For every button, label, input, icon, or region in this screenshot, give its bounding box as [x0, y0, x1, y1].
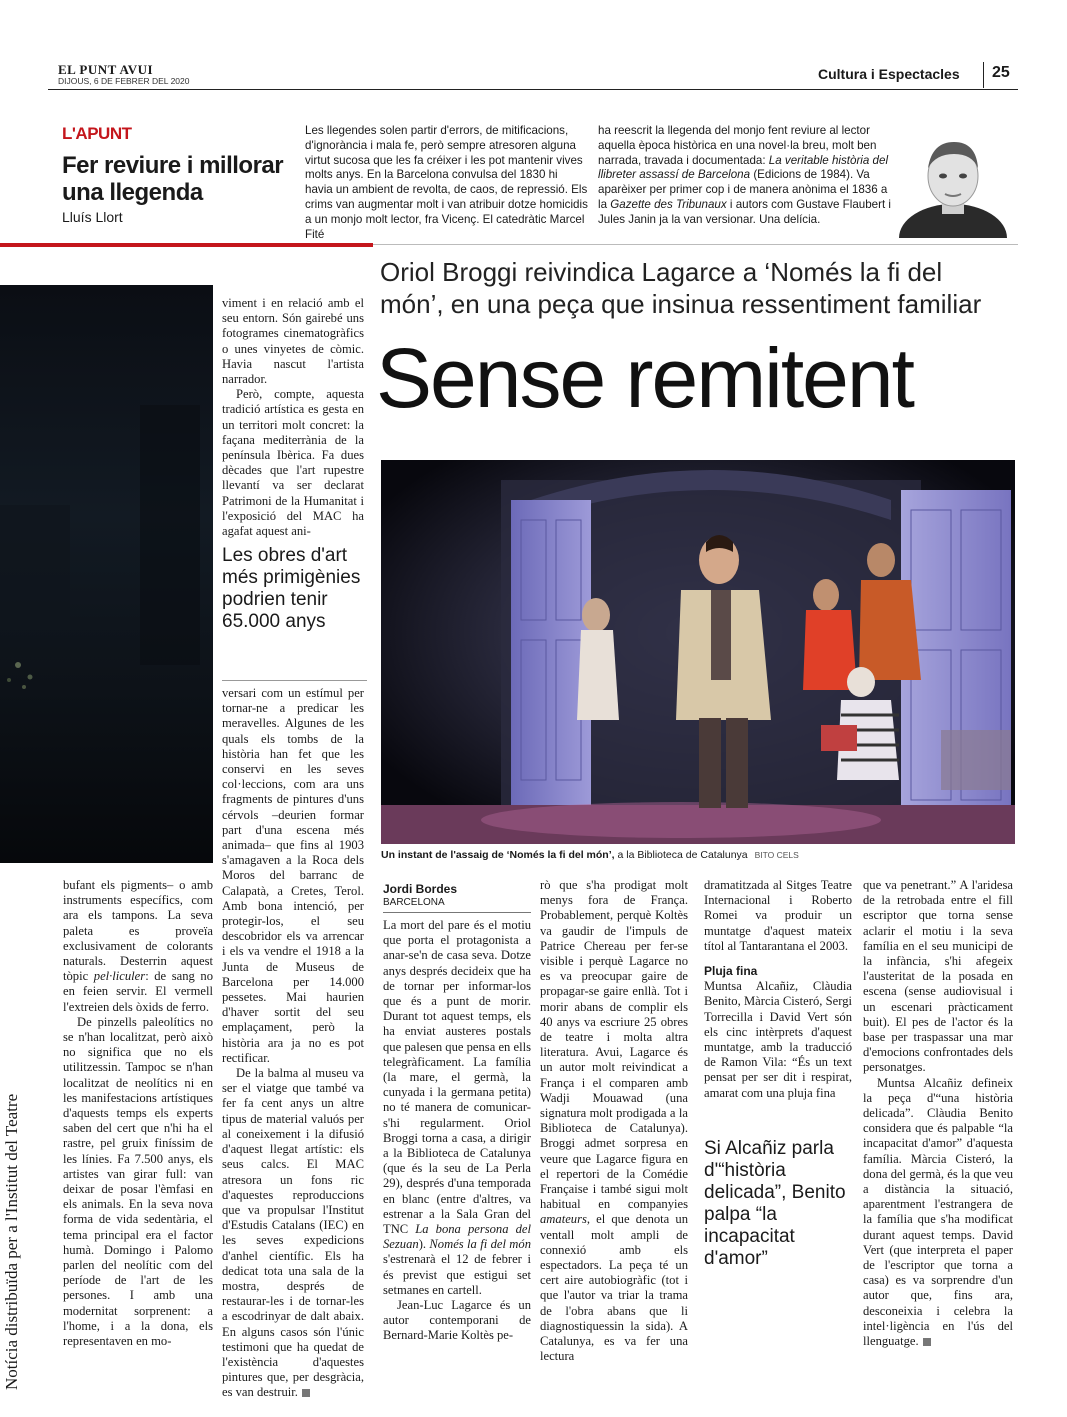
- main-pullquote: Si Alcañiz parla d'“història delicada”, Benito palpa “la incapacitat d'amor”: [704, 1138, 846, 1269]
- section-red-rule: [0, 243, 373, 247]
- section-divider: [983, 62, 984, 88]
- main-column-4: que va penetrant.” A l'aridesa de la retrobada entre el fill escriptor que torna sense aclarir el motiu i la seva família en el seu municipi de la infància, s'hi afegeix l'austeritat de la posada en escena (sense audiovisual i un escenari pràcticament buit). El pes de l'actor és la base per traspassar una mar d'emocions confrontades dels personatges. Muntsa Alcañiz defineix la peça d'“una història delicada”. Clàudia Benito considera que és palpable “la incapacitat d'amor” d'aquesta família. Màrcia Cisteró, la dona del germà, és la que veu a distància la situació, aparentment l'estrangera de la família que s'ha modificat durant aquest temps. David Vert (que interpreta el paper de l'escriptor que torna a casa) es va sorprendre d'un autor que, fins ara, desconeixia i celebra la intel·ligència en l'ús del llenguatge.: [863, 878, 1013, 1349]
- main-column-3: dramatitzada al Sitges Teatre Internacional i Roberto Romei va produir un muntatge d'aquest mateix títol al Tantarantana el 2003. Pluja fina Muntsa Alcañiz, Clàudia Benito, Màrcia Cisteró, Sergi Torrecilla i David Vert són els cinc intèrprets d'aquest muntatge, amb la traducció de Ramon Vila: “És un text pensat per ser dit i respirat, amarat com una pluja fina: [704, 878, 852, 1100]
- paper-name: EL PUNT AVUI: [58, 62, 154, 77]
- left-article-photo: [0, 285, 213, 863]
- author-portrait: [898, 128, 1008, 238]
- left-column-a-mid: versari com un estímul per tornar-ne a predicar les meravelles. Algunes de les quals els tombs de la història han fet que les conservi en les seves col·leccions, com ara uns fragments de pintures d'uns cérvols –deurien formar part d'una escena més animada– que fins al 1903 s'amagaven a la Roca dels Moros del barranc de Calapatà, a Cretes, Terol. Amb bona intenció, per protegir-los, el seu descobridor els va arrencar i els va vendre el 1918 a la Junta de Museus de Barcelona per 14.000 pessetes. Mai haurien d'haver sortit del seu emplaçament, però la història ara ja no es pot rectificar. De la balma al museu va ser el viatge que també va fer fa cent anys un altre tipus de material valuós per al coneixement i la difusió d'aquest llegat artístic: els seus calcs. El MAC atresora un fons ric d'aquestes reproduccions que va propulsar l'Institut d'Estudis Catalans (IEC) en les seves expedicions d'anhel científic. Els ha dedicat tota una sala de la mostra, després de restaurar-les i de tornar-les a escodrinyar de dalt abaix. En alguns casos són l'únic testimoni que ha quedat de l'existència d'aquestes pintures que, per desgràcia, es van destruir.: [222, 686, 364, 1400]
- subhead-pluja-fina: Pluja fina: [704, 964, 758, 979]
- left-column-b: bufant els pigments– o amb instruments específics, com ara els tampons. La seva paleta es proveïa exclusivament de colorants naturals. Desterrin aquest tòpic pel·liculer: de sang no en feien servir. El vermell l'extreien dels òxids de ferro. De pinzells paleolítics no se n'han localitzat, però això no significa que no els utilitzessin. Tampoc se n'han localitzat de neolítics ni en les manifestacions artístiques d'aquests temps els experts saben del cert que n'hi ha el rastre, pel gruix finíssim de les línies. Fa 7.500 anys, els artistes van girar full: van deixar de posar l'èmfasi en els animals. En la seva nova forma de vida sedentària, el tema principal era el factor humà. Domingo i Palomo parlen del neolític com del període de l'art de les persones. I amb una modernitat sorprenent: a l'home, i a la dona, els representaven en mo-: [63, 878, 213, 1349]
- issue-date: DIJOUS, 6 DE FEBRER DEL 2020: [58, 76, 190, 86]
- left-column-a-top: viment i en relació amb el seu entorn. Són gairebé uns fotogrames cinematogràfics o unes vinyetes de còmic. Havia nascut l'artista narrador. Però, compte, aquesta tradició artística es gesta en un territori molt concret: la façana mediterrània de la península Ibèrica. Fa dues dècades que l'art rupestre llevantí va ser declarat Patrimoni de la Humanitat i l'exposició del MAC ha agafat aquest ani-: [222, 296, 364, 539]
- apunt-title: Fer reviure i millorar una llegenda: [62, 152, 284, 206]
- main-column-2: rò que s'ha prodigat molt menys fora de França. Probablement, perquè Koltès va gaudir de l'impuls de Patrice Chereau per fer-se visible i perquè Lagarce no es va preocupar gaire de propagar-se gaire enllà. Tot i morir abans de complir els 40 anys va escriure 25 obres de teatre i molta altra literatura. Avui, Lagarce és un autor molt reivindicat a França i el comparen amb Wadji Mouawad (una signatura molt prodigada a la Biblioteca de Catalunya). Broggi admet sorpresa en veure que Lagarce figura en el repertori de la Comédie Française i també sigui molt habitual en companyies amateurs, el que denota un ventall molt ampli de connexió amb els espectadors. La peça té un cert aire autobiogràfic (tot i que l'autor va triar la trama de l'obra abans que li diagnostiquessin la sida). A Catalunya, es va fer una lectura: [540, 878, 688, 1364]
- distribution-note: Notícia distribuïda per a l'Institut del Teatre: [2, 1093, 21, 1390]
- photo-caption: Un instant de l'assaig de ‘Només la fi del món’, a la Biblioteca de Catalunya BITO CELS: [381, 849, 799, 861]
- byline-rule: [383, 912, 531, 913]
- left-pullquote: Les obres d'art més primigènies podrien tenir 65.000 anys: [222, 545, 361, 632]
- stage-photo: [381, 460, 1015, 844]
- left-pullquote-rule: [222, 680, 367, 681]
- masthead-rule: [48, 89, 1018, 90]
- article-byline: Jordi Bordes: [383, 882, 458, 896]
- apunt-kicker: L'APUNT: [62, 124, 132, 143]
- article-dateline: BARCELONA: [383, 897, 445, 908]
- apunt-column-1: Les llegendes solen partir d'errors, de mitificacions, d'ignorància i mala fe, però sempre atresoren alguna virtut sucosa que les fa créixer i les pot mantenir vives molts anys. En la Barcelona convulsa del 1830 hi havia un ambient de revolta, de caos, de repressió. Els crims van augmentar molt i van atribuir dotze homicidis a un monjo molt lector, fra Vicenç. El catedràtic Marcel Fité: [305, 124, 588, 241]
- page-number: 25: [992, 64, 1010, 81]
- apunt-column-2: ha reescrit la llegenda del monjo fent reviure al lector aquella època històrica en una novel·la breu, molt ben narrada, travada i documentada: La veritable història del llibreter assassí de Barcelona (Edicions de 1984). Va aparèixer per primer cop i de manera anònima el 1836 a la Gazette des Tribunaux i autors com Gustave Flaubert i Jules Janin ja la van versionar. Una delícia.: [598, 124, 891, 226]
- apunt-author: Lluís Llort: [62, 209, 123, 225]
- main-column-1: La mort del pare és el motiu que porta el protagonista a anar-se'n de casa seva. Dotze anys després decideix que ha de tornar per informar-los que és a punt de morir. Durant tot aquest temps, els ha enviat austeres postals que palesen que pensa en ells telegràficament. La família (la mare, el germà, la cunyada i la germana petita) no té manera de comunicar-s'hi regularment. Oriol Broggi torna a casa, a dirigir a la Biblioteca de Catalunya (que és la seu de La Perla 29), després d'una temporada en blanc (entre d'altres, va estrenar a la Sala Gran del TNC La bona persona del Sezuan). Només la fi del món s'estrenarà el 12 de febrer i és previst que estigui set setmanes en cartell. Jean-Luc Lagarce és un autor contemporani de Bernard-Marie Koltès pe-: [383, 918, 532, 1343]
- article-headline: Sense remitent: [376, 331, 913, 425]
- article-deck: Oriol Broggi reivindica Lagarce a ‘Només la fi del món’, en una peça que insinua ressentiment familiar: [380, 257, 982, 319]
- section-thin-rule: [373, 244, 1018, 245]
- section-name: Cultura i Espectacles: [818, 66, 960, 82]
